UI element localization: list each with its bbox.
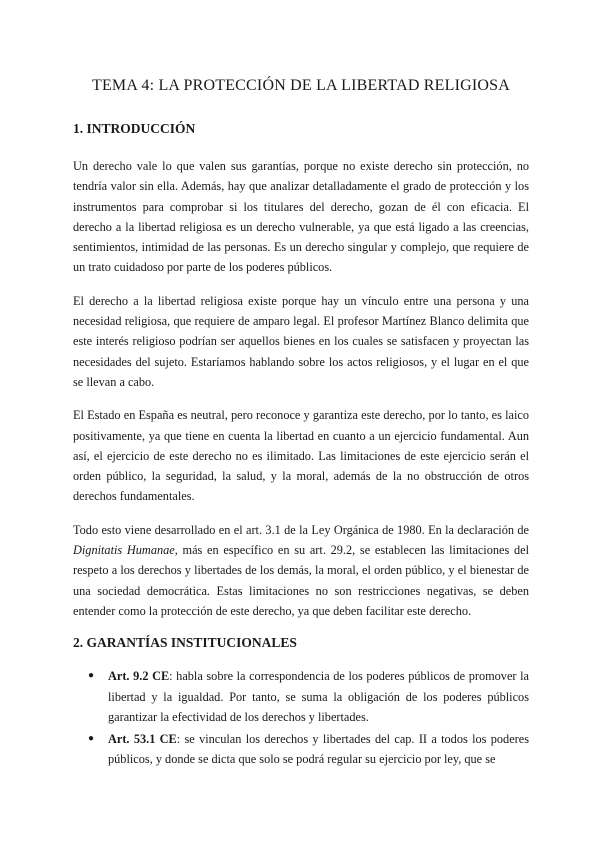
list-item-label: Art. 53.1 CE	[108, 732, 177, 747]
paragraph-4-text-before: Todo esto viene desarrollado en el art. 3.1 de la Ley Orgánica de 1980. En la declaración de	[73, 522, 529, 537]
document-title: TEMA 4: LA PROTECCIÓN DE LA LIBERTAD RELIGIOSA	[91, 77, 511, 94]
paragraph-4-italic-title: Dignitatis Humanae	[73, 543, 175, 558]
list-item	[88, 729, 530, 770]
bullet-icon: ●	[88, 670, 95, 682]
bullet-list	[73, 666, 529, 769]
section-heading-introduccion: 1. INTRODUCCIÓN	[73, 121, 196, 136]
paragraph-1: Un derecho vale lo que valen sus garantías, porque no existe derecho sin protección, no tendría valor sin ella. Además, hay que analizar detalladamente el grado de protección y los instrumentos para comprobar si los titulares del derecho, gozan de él con eficacia. El derecho a la libertad religiosa es un derecho vulnerable, ya que está ligado a las creencias, sentimientos, intimidad de las personas. Es un derecho singular y complejo, que requiere de un trato cuidadoso por parte de los poderes públicos.	[73, 159, 529, 275]
paragraph-4-text-after: , más en específico en su art. 29.2, se establecen las limitaciones del respeto a los derechos y libertades de los demás, la moral, el orden público, y el bienestar de una sociedad democrática. Estas limitaciones no son restricciones negativas, se deben entender como la protección de este derecho, ya que deben facilitar este derecho.	[73, 543, 529, 618]
bullet-icon: ●	[88, 733, 95, 745]
list-item-text: : se vinculan los derechos y libertades del cap. II a todos los poderes públicos, y donde se dicta que solo se podrá regular su ejercicio por ley, que se	[108, 732, 530, 767]
section-heading-garantias: 2. GARANTÍAS INSTITUCIONALES	[73, 635, 297, 651]
list-item-text: : habla sobre la correspondencia de los poderes públicos de promover la libertad y la igualdad. Por tanto, se suma la obligación de los poderes públicos garantizar la efectividad de los derechos y libertades.	[108, 669, 529, 724]
list-item	[88, 666, 529, 727]
paragraph-4	[73, 520, 529, 621]
paragraph-2: El derecho a la libertad religiosa existe porque hay un vínculo entre una persona y una necesidad religiosa, que requiere de amparo legal. El profesor Martínez Blanco delimita que este interés religioso podrían ser aquellos bienes en los cuales se satisfacen y proyectan las necesidades del sujeto. Estaríamos hablando sobre los actos religiosos, y el lugar en el que se llevan a cabo.	[73, 293, 529, 389]
paragraph-3: El Estado en España es neutral, pero reconoce y garantiza este derecho, por lo tanto, es laico positivamente, ya que tiene en cuenta la libertad en cuanto a un ejercicio fundamental. Aun así, el ejercicio de este derecho no es ilimitado. Las limitaciones de este ejercicio serán el orden público, la seguridad, la salud, y la moral, además de la no obstrucción de otros derechos fundamentales.	[73, 408, 529, 504]
list-item-label: Art. 9.2 CE	[108, 669, 170, 684]
